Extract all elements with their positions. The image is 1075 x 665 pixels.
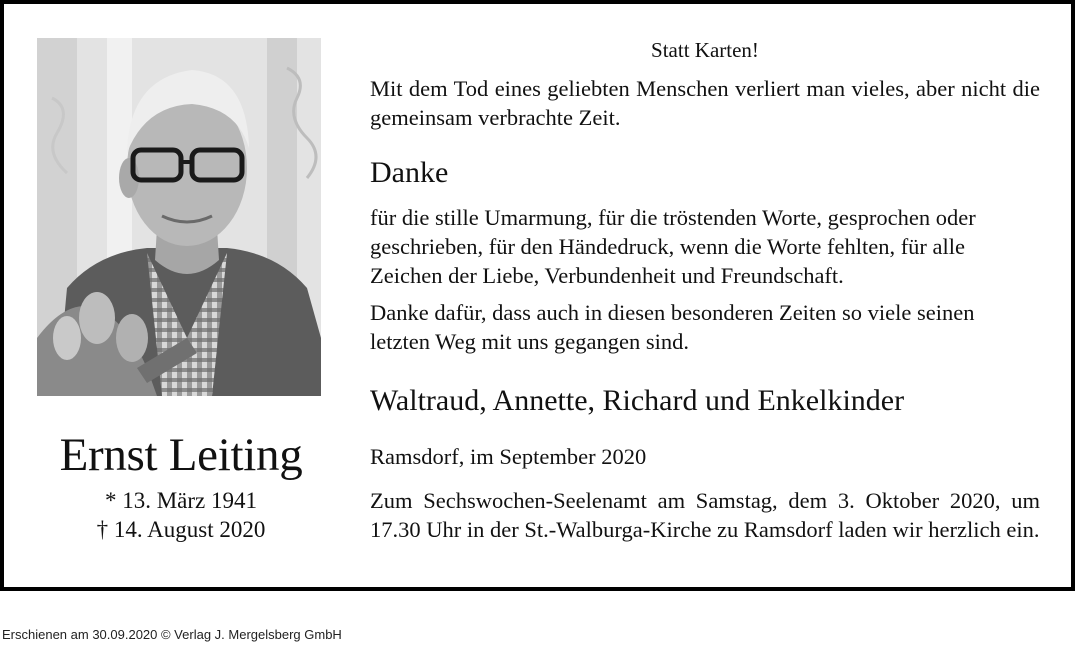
portrait-photo-drawing (37, 38, 321, 396)
thanks-paragraph: Danke dafür, dass auch in diesen besonderen Zeiten so viele seinen letzten Weg mit uns gegangen sind. (370, 300, 975, 354)
birth-date: * 13. März 1941 (104, 488, 258, 513)
death-date: † 14. August 2020 (96, 517, 266, 542)
portrait-photo (37, 38, 321, 396)
danke-paragraph: für die stille Umarmung, für die tröstenden Worte, gesprochen oder geschrieben, für den Händedruck, wenn die Worte fehlten, für alle Zeichen der Liebe, Verbundenheit und Freundschaft. (370, 205, 976, 288)
danke-title: Danke (370, 156, 449, 189)
intro-paragraph: Mit dem Tod eines geliebten Menschen verliert man vieles, aber nicht die gemeinsam verbrachte Zeit. (370, 76, 1040, 130)
deceased-name: Ernst Leiting (59, 429, 303, 481)
mass-announcement: Zum Sechswochen-Seelenamt am Samstag, dem 3. Oktober 2020, um 17.30 Uhr in der St.-Walburga-Kirche zu Ramsdorf laden wir herzlich ein. (370, 488, 1040, 542)
family-signature: Waltraud, Annette, Richard und Enkelkinder (370, 384, 905, 417)
place-date: Ramsdorf, im September 2020 (370, 444, 647, 469)
publication-footer: Erschienen am 30.09.2020 © Verlag J. Mergelsberg GmbH (2, 627, 342, 642)
notice-heading: Statt Karten! (651, 38, 759, 62)
